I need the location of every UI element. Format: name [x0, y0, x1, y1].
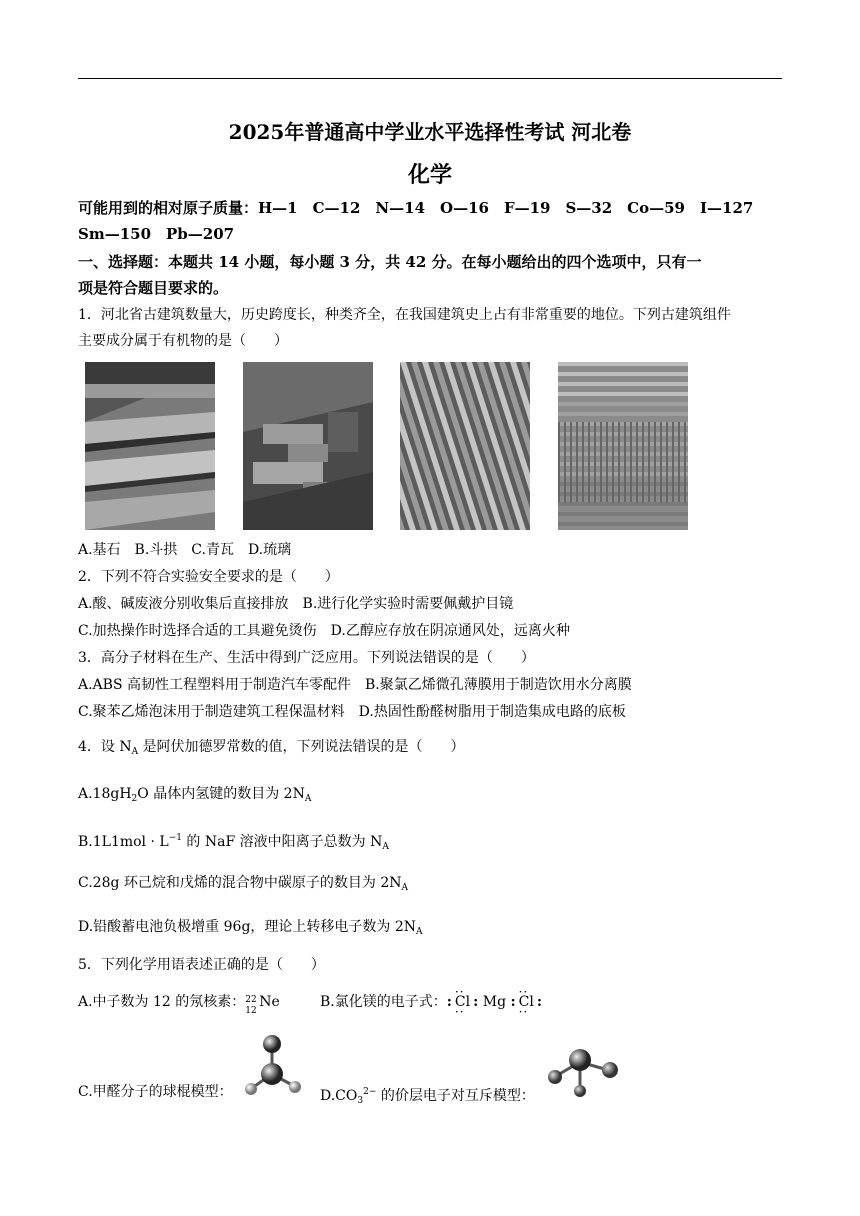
- q4-option-b: $B.1L1mol \cdot L^{-1}$ 的 NaF 溶液中阳离子总数为 $N_A$: [78, 833, 389, 852]
- q4-option-c: C.28g 环己烷和戊烯的混合物中碳原子的数目为 $2N_A$: [78, 875, 408, 893]
- q4-option-a: $A.18gH_2O$ 晶体内氢键的数目为 $2N_A$: [78, 786, 312, 804]
- q3-options-cd: C.聚苯乙烯泡沫用于制造建筑工程保温材料 D.热固性酚醛树脂用于制造集成电路的底板: [78, 704, 626, 720]
- top-rule: [78, 78, 782, 79]
- chloride-electron-dots: ·· Cl ··: [516, 992, 537, 1012]
- photo-foundation-stone: [85, 362, 215, 530]
- atomic-masses-line1: 可能用到的相对原子质量：H—1 C—12 N—14 O—16 F—19 S—32 Co—59 I—127: [78, 199, 754, 217]
- chloride-electron-dots: ·· Cl ··: [452, 992, 473, 1012]
- photo-glazed-tiles: [558, 362, 688, 530]
- q2-options-ab: A.酸、碱废液分别收集后直接排放 B.进行化学实验时需要佩戴护目镜: [78, 596, 514, 612]
- q5-stem: 5．下列化学用语表述正确的是（ ）: [78, 957, 325, 973]
- q5-option-c: C.甲醛分子的球棍模型：: [78, 1084, 233, 1100]
- formaldehyde-ball-stick-model: [236, 1030, 306, 1104]
- q5-option-a: A.中子数为 12 的氖核素： 22 12 Ne: [78, 994, 280, 1016]
- q4-stem: 4．设 $N_A$ 是阿伏加德罗常数的值，下列说法错误的是（ ）: [78, 739, 465, 757]
- q2-stem: 2．下列不符合实验安全要求的是（ ）: [78, 569, 339, 585]
- q5-option-d: $D.CO_3^{2-}$ 的价层电子对互斥模型：: [320, 1087, 535, 1106]
- photo-dougong-bracket: [243, 362, 373, 530]
- exam-title: 2025年普通高中学业水平选择性考试 河北卷: [228, 120, 632, 144]
- section-heading-line2: 项是符合题目要求的。: [78, 279, 229, 297]
- neon-isotope-notation: 22 12: [245, 995, 257, 1016]
- q4-option-d: D.铅酸蓄电池负极增重 96g，理论上转移电子数为 $2N_A$: [78, 919, 423, 937]
- section-heading-line1: 一、选择题：本题共 14 小题，每小题 3 分，共 42 分。在每小题给出的四个选项中，只有一: [78, 253, 702, 271]
- photo-grey-tiles: [400, 362, 530, 530]
- q2-options-cd: C.加热操作时选择合适的工具避免烫伤 D.乙醇应存放在阴凉通风处，远离火种: [78, 623, 570, 639]
- carbonate-vsepr-model: [540, 1040, 630, 1104]
- q3-options-ab: A.ABS 高韧性工程塑料用于制造汽车零配件 B.聚氯乙烯微孔薄膜用于制造饮用水分离膜: [78, 677, 632, 693]
- q1-stem-line2: 主要成分属于有机物的是（ ）: [78, 333, 288, 349]
- q1-options: A.基石 B.斗拱 C.青瓦 D.琉璃: [78, 542, 292, 558]
- q1-stem-line1: 1．河北省古建筑数量大，历史跨度长，种类齐全，在我国建筑史上占有非常重要的地位。下列古建筑组件: [78, 307, 731, 323]
- q3-stem: 3．高分子材料在生产、生活中得到广泛应用。下列说法错误的是（ ）: [78, 650, 535, 666]
- atomic-masses-line2: Sm—150 Pb—207: [78, 225, 235, 243]
- subject-title: 化学: [407, 162, 452, 188]
- q5-option-b: B.氯化镁的电子式：:·· Cl ·· : Mg :·· Cl ·· :: [320, 992, 542, 1012]
